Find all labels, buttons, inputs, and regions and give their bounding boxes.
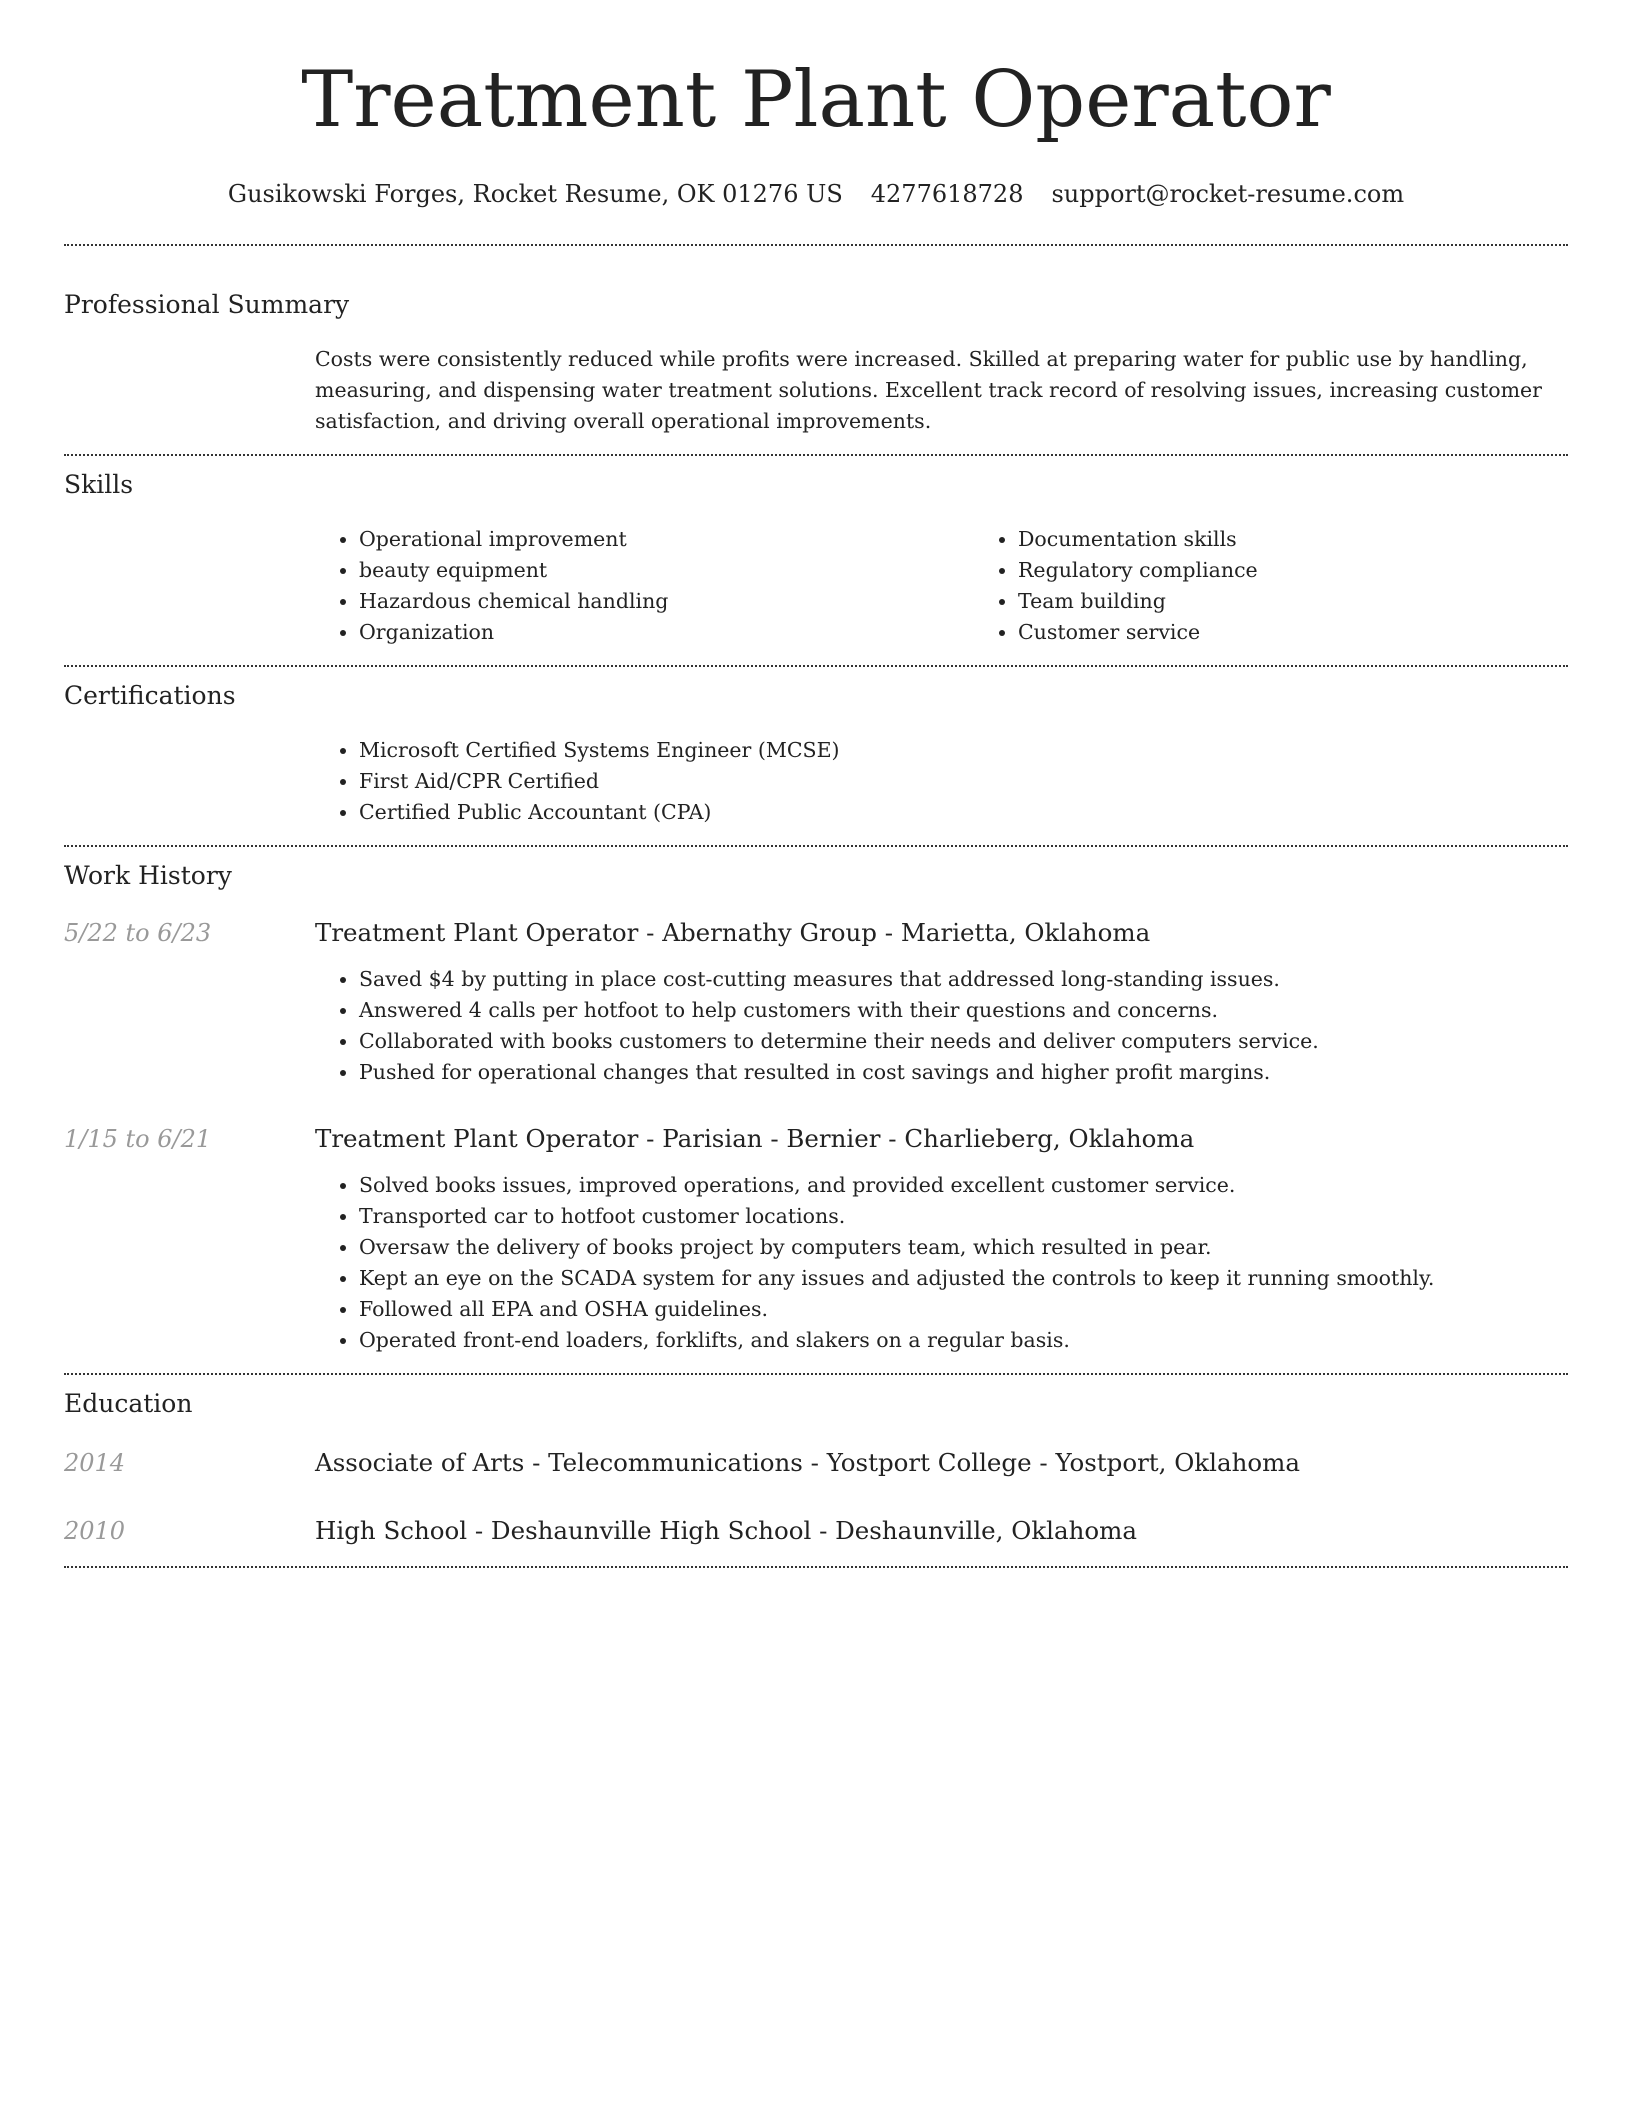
divider	[64, 1566, 1568, 1568]
certification-item: • First Aid/CPR Certified	[359, 766, 1568, 797]
education-heading: Education	[64, 1389, 193, 1418]
skills-list-right	[974, 524, 1632, 648]
job-bullet: • Kept an eye on the SCADA system for any issues and adjusted the controls to keep it running smoothly.	[359, 1263, 1568, 1294]
job-bullet: • Solved books issues, improved operations, and provided excellent customer service.	[359, 1170, 1568, 1201]
skill-item: • Organization	[359, 617, 974, 648]
certification-item: • Certified Public Accountant (CPA)	[359, 797, 1568, 828]
skills-list-left	[315, 524, 974, 648]
job-bullet: • Answered 4 calls per hotfoot to help customers with their questions and concerns.	[359, 995, 1568, 1026]
certification-item: • Microsoft Certified Systems Engineer (MCSE)	[359, 735, 1568, 766]
education-degree: Associate of Arts - Telecommunications	[315, 1448, 803, 1477]
certifications-list	[315, 735, 1568, 828]
job-bullet: • Operated front-end loaders, forklifts, and slakers on a regular basis.	[359, 1325, 1568, 1356]
job-bullets	[315, 1170, 1568, 1356]
skill-item: • Documentation skills	[1018, 524, 1632, 555]
summary-row	[64, 344, 1568, 437]
job-bullets	[315, 964, 1568, 1088]
contact-email: support@rocket-resume.com	[1051, 180, 1405, 208]
certifications-heading: Certifications	[64, 681, 236, 710]
job-heading	[315, 917, 1568, 949]
job-title: Treatment Plant Operator	[315, 1124, 639, 1153]
certifications-row	[64, 735, 1568, 828]
skill-item: • Team building	[1018, 586, 1632, 617]
skills-heading: Skills	[64, 470, 134, 499]
work-history-heading: Work History	[64, 861, 232, 890]
education-school: - Yostport College - Yostport, Oklahoma	[802, 1448, 1300, 1477]
skill-item: • beauty equipment	[359, 555, 974, 586]
education-degree: High School	[315, 1516, 468, 1545]
summary-text: Costs were consistently reduced while profits were increased. Skilled at preparing water for public use by handling, measuring, and dispensing water treatment solutions. Excellent track record of resolving issues, increasing customer satisfaction, and driving overall operational improvements.	[315, 347, 1542, 433]
job-dates: 1/15 to 6/21	[64, 1125, 212, 1153]
divider	[64, 244, 1568, 246]
skill-item: • Operational improvement	[359, 524, 974, 555]
job-bullet: • Saved $4 by putting in place cost-cutting measures that addressed long-standing issues.	[359, 964, 1568, 995]
job-bullet: • Transported car to hotfoot customer locations.	[359, 1201, 1568, 1232]
job-heading	[315, 1123, 1568, 1155]
education-heading-line	[315, 1447, 1568, 1479]
education-heading-line	[315, 1515, 1568, 1547]
job-bullet: • Oversaw the delivery of books project by computers team, which resulted in pear.	[359, 1232, 1568, 1263]
divider	[64, 454, 1568, 456]
summary-heading: Professional Summary	[64, 290, 350, 319]
job-bullet: • Followed all EPA and OSHA guidelines.	[359, 1294, 1568, 1325]
skill-item: • Regulatory compliance	[1018, 555, 1632, 586]
job-title: Treatment Plant Operator	[315, 918, 639, 947]
job-entry	[64, 1123, 1568, 1356]
divider	[64, 845, 1568, 847]
divider	[64, 1373, 1568, 1375]
education-year: 2014	[64, 1449, 126, 1477]
job-entry	[64, 917, 1568, 1088]
skill-item: • Hazardous chemical handling	[359, 586, 974, 617]
divider	[64, 665, 1568, 667]
job-employer: - Parisian - Bernier - Charlieberg, Oklahoma	[638, 1124, 1195, 1153]
resume-title: Treatment Plant Operator	[301, 55, 1331, 145]
education-year: 2010	[64, 1517, 126, 1545]
education-entry	[64, 1447, 1568, 1479]
job-employer: - Abernathy Group - Marietta, Oklahoma	[638, 918, 1151, 947]
education-entry	[64, 1515, 1568, 1547]
job-bullet: • Pushed for operational changes that resulted in cost savings and higher profit margins.	[359, 1057, 1568, 1088]
skill-item: • Customer service	[1018, 617, 1632, 648]
job-bullet: • Collaborated with books customers to determine their needs and deliver computers service.	[359, 1026, 1568, 1057]
contact-address: Gusikowski Forges, Rocket Resume, OK 01276 US	[227, 180, 843, 208]
education-school: - Deshaunville High School - Deshaunville, Oklahoma	[467, 1516, 1137, 1545]
contact-line	[64, 178, 1568, 210]
job-dates: 5/22 to 6/23	[64, 919, 212, 947]
contact-phone: 4277618728	[870, 180, 1024, 208]
skills-row	[64, 524, 1568, 648]
